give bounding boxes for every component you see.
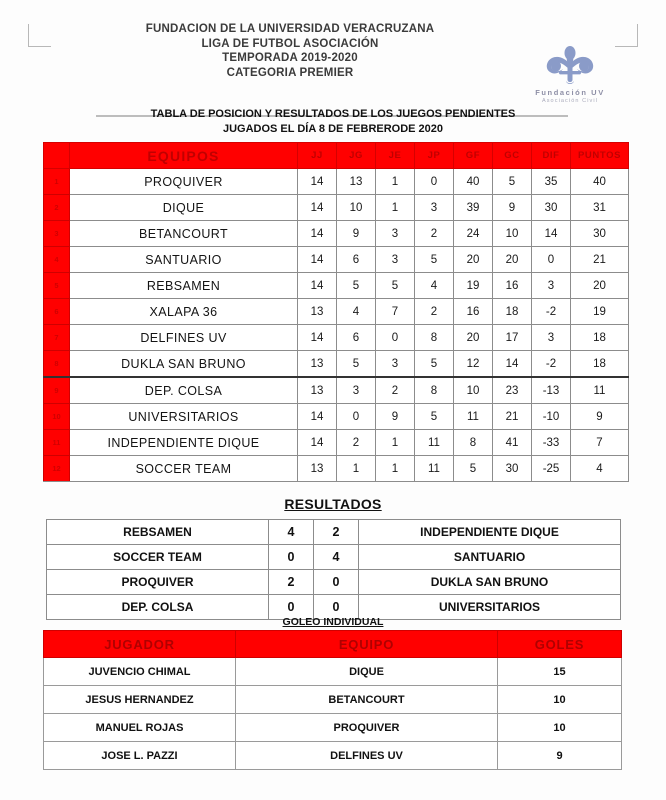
standings-header-puntos: PUNTOS <box>571 143 629 169</box>
page-title-line-1: TABLA DE POSICION Y RESULTADOS DE LOS JUEGOS PENDIENTES <box>150 108 516 120</box>
org-line-4: CATEGORIA PREMIER <box>226 66 354 79</box>
standings-cell-jp: 5 <box>415 351 454 378</box>
standings-cell-puntos: 30 <box>571 221 629 247</box>
table-row <box>44 299 629 325</box>
standings-cell-gf: 10 <box>454 377 493 404</box>
standings-cell-jp: 5 <box>415 247 454 273</box>
result-cell-home-score: 0 <box>269 595 314 620</box>
standings-cell-rank: 10 <box>44 404 70 430</box>
goleo-cell-team: DIQUE <box>236 658 498 686</box>
goleo-header-jugador: JUGADOR <box>44 631 236 658</box>
table-row <box>44 430 629 456</box>
fleur-de-lis-icon <box>542 44 598 88</box>
standings-cell-je: 0 <box>376 325 415 351</box>
organization-titles <box>90 22 490 80</box>
standings-cell-team-name: DUKLA SAN BRUNO <box>70 351 298 378</box>
standings-cell-team-name: DEP. COLSA <box>70 377 298 404</box>
standings-cell-gc: 16 <box>493 273 532 299</box>
standings-cell-jg: 3 <box>337 377 376 404</box>
standings-cell-jj: 13 <box>298 299 337 325</box>
standings-cell-jj: 14 <box>298 247 337 273</box>
standings-cell-team-name: UNIVERSITARIOS <box>70 404 298 430</box>
standings-cell-je: 5 <box>376 273 415 299</box>
standings-cell-jj: 14 <box>298 404 337 430</box>
standings-cell-jj: 13 <box>298 456 337 482</box>
standings-cell-gc: 18 <box>493 299 532 325</box>
standings-cell-dif: -25 <box>532 456 571 482</box>
table-row <box>44 195 629 221</box>
standings-cell-gc: 41 <box>493 430 532 456</box>
goleo-cell-player: MANUEL ROJAS <box>44 714 236 742</box>
result-cell-home-team: DEP. COLSA <box>47 595 269 620</box>
standings-cell-dif: -33 <box>532 430 571 456</box>
goleo-cell-goals: 10 <box>498 714 622 742</box>
standings-cell-jp: 11 <box>415 456 454 482</box>
standings-cell-team-name: DIQUE <box>70 195 298 221</box>
standings-cell-jj: 14 <box>298 430 337 456</box>
standings-cell-gf: 39 <box>454 195 493 221</box>
standings-cell-gc: 5 <box>493 169 532 195</box>
standings-cell-rank: 3 <box>44 221 70 247</box>
standings-cell-gc: 30 <box>493 456 532 482</box>
standings-cell-rank: 7 <box>44 325 70 351</box>
standings-cell-jg: 2 <box>337 430 376 456</box>
standings-cell-team-name: SANTUARIO <box>70 247 298 273</box>
standings-cell-je: 2 <box>376 377 415 404</box>
standings-cell-gc: 9 <box>493 195 532 221</box>
goleo-cell-goals: 10 <box>498 686 622 714</box>
org-line-3: TEMPORADA 2019-2020 <box>222 52 358 64</box>
standings-cell-jg: 5 <box>337 273 376 299</box>
standings-cell-team-name: BETANCOURT <box>70 221 298 247</box>
standings-cell-dif: -2 <box>532 299 571 325</box>
standings-cell-jg: 6 <box>337 247 376 273</box>
table-row <box>44 351 629 378</box>
standings-cell-team-name: XALAPA 36 <box>70 299 298 325</box>
standings-cell-je: 1 <box>376 169 415 195</box>
standings-cell-dif: 3 <box>532 273 571 299</box>
standings-cell-jj: 14 <box>298 273 337 299</box>
logo <box>518 44 622 110</box>
standings-cell-gc: 14 <box>493 351 532 378</box>
standings-cell-puntos: 19 <box>571 299 629 325</box>
standings-cell-jg: 10 <box>337 195 376 221</box>
standings-cell-dif: 0 <box>532 247 571 273</box>
standings-cell-dif: 35 <box>532 169 571 195</box>
standings-cell-rank: 8 <box>44 351 70 378</box>
result-cell-home-team: SOCCER TEAM <box>47 545 269 570</box>
standings-cell-jp: 5 <box>415 404 454 430</box>
result-cell-away-score: 0 <box>314 570 359 595</box>
standings-cell-gc: 21 <box>493 404 532 430</box>
table-row <box>44 456 629 482</box>
page-title <box>0 107 666 137</box>
standings-cell-team-name: SOCCER TEAM <box>70 456 298 482</box>
standings-header-je: JE <box>376 143 415 169</box>
standings-cell-team-name: REBSAMEN <box>70 273 298 299</box>
result-cell-home-score: 2 <box>269 570 314 595</box>
standings-cell-jg: 5 <box>337 351 376 378</box>
standings-cell-gf: 20 <box>454 325 493 351</box>
standings-cell-team-name: INDEPENDIENTE DIQUE <box>70 430 298 456</box>
standings-cell-jg: 1 <box>337 456 376 482</box>
table-row <box>44 742 622 770</box>
standings-cell-puntos: 4 <box>571 456 629 482</box>
standings-header-gf: GF <box>454 143 493 169</box>
standings-cell-jg: 4 <box>337 299 376 325</box>
standings-cell-gf: 16 <box>454 299 493 325</box>
goleo-section-title <box>0 612 666 630</box>
standings-cell-jj: 14 <box>298 169 337 195</box>
standings-cell-rank: 4 <box>44 247 70 273</box>
result-cell-away-score: 2 <box>314 520 359 545</box>
standings-cell-rank: 9 <box>44 377 70 404</box>
standings-cell-gf: 19 <box>454 273 493 299</box>
standings-header-dif: DIF <box>532 143 571 169</box>
result-cell-home-team: PROQUIVER <box>47 570 269 595</box>
result-cell-away-team: DUKLA SAN BRUNO <box>359 570 621 595</box>
result-cell-away-team: INDEPENDIENTE DIQUE <box>359 520 621 545</box>
standings-cell-dif: -13 <box>532 377 571 404</box>
standings-cell-je: 1 <box>376 430 415 456</box>
standings-cell-puntos: 18 <box>571 325 629 351</box>
standings-cell-gc: 10 <box>493 221 532 247</box>
standings-header-row <box>44 143 629 169</box>
standings-cell-puntos: 31 <box>571 195 629 221</box>
result-cell-away-team: UNIVERSITARIOS <box>359 595 621 620</box>
standings-cell-rank: 6 <box>44 299 70 325</box>
goleo-cell-team: PROQUIVER <box>236 714 498 742</box>
goleo-cell-team: BETANCOURT <box>236 686 498 714</box>
standings-cell-je: 9 <box>376 404 415 430</box>
standings-cell-dif: 30 <box>532 195 571 221</box>
standings-cell-jp: 8 <box>415 325 454 351</box>
result-cell-away-score: 0 <box>314 595 359 620</box>
results-table <box>46 519 621 620</box>
standings-cell-gc: 23 <box>493 377 532 404</box>
standings-cell-dif: -2 <box>532 351 571 378</box>
standings-cell-jg: 0 <box>337 404 376 430</box>
table-row <box>44 169 629 195</box>
goleo-cell-player: JOSE L. PAZZI <box>44 742 236 770</box>
standings-cell-gf: 20 <box>454 247 493 273</box>
table-row <box>44 325 629 351</box>
standings-header-gc: GC <box>493 143 532 169</box>
table-row <box>44 273 629 299</box>
standings-header-jp: JP <box>415 143 454 169</box>
standings-cell-puntos: 9 <box>571 404 629 430</box>
table-row <box>47 570 621 595</box>
standings-cell-rank: 5 <box>44 273 70 299</box>
standings-cell-rank: 12 <box>44 456 70 482</box>
standings-cell-puntos: 40 <box>571 169 629 195</box>
standings-header-rank <box>44 143 70 169</box>
table-row <box>44 377 629 404</box>
standings-cell-jp: 2 <box>415 221 454 247</box>
org-line-2: LIGA DE FUTBOL ASOCIACIÓN <box>201 37 379 50</box>
standings-cell-jj: 14 <box>298 325 337 351</box>
goleo-title-text: GOLEO INDIVIDUAL <box>282 616 384 628</box>
standings-cell-gf: 40 <box>454 169 493 195</box>
standings-cell-jj: 14 <box>298 221 337 247</box>
result-cell-away-score: 4 <box>314 545 359 570</box>
logo-text: Fundación UV <box>535 88 605 97</box>
standings-cell-puntos: 18 <box>571 351 629 378</box>
table-row <box>47 520 621 545</box>
table-row <box>47 545 621 570</box>
standings-cell-team-name: PROQUIVER <box>70 169 298 195</box>
goleo-header-goles: GOLES <box>498 631 622 658</box>
results-title-text: RESULTADOS <box>284 496 382 512</box>
standings-cell-dif: 3 <box>532 325 571 351</box>
goleo-cell-player: JESUS HERNANDEZ <box>44 686 236 714</box>
standings-cell-jg: 9 <box>337 221 376 247</box>
goleo-cell-player: JUVENCIO CHIMAL <box>44 658 236 686</box>
document-header <box>0 22 666 104</box>
standings-cell-dif: -10 <box>532 404 571 430</box>
standings-cell-jp: 2 <box>415 299 454 325</box>
logo-subtext: Asociación Civil <box>541 98 599 104</box>
standings-header-jj: JJ <box>298 143 337 169</box>
standings-cell-gc: 20 <box>493 247 532 273</box>
goleo-header-row <box>44 631 622 658</box>
table-row <box>44 247 629 273</box>
standings-cell-rank: 1 <box>44 169 70 195</box>
standings-cell-puntos: 21 <box>571 247 629 273</box>
standings-cell-je: 3 <box>376 247 415 273</box>
result-cell-home-team: REBSAMEN <box>47 520 269 545</box>
standings-cell-gf: 5 <box>454 456 493 482</box>
standings-cell-puntos: 11 <box>571 377 629 404</box>
standings-cell-jp: 8 <box>415 377 454 404</box>
standings-cell-jj: 13 <box>298 377 337 404</box>
result-cell-home-score: 0 <box>269 545 314 570</box>
standings-cell-jg: 6 <box>337 325 376 351</box>
standings-cell-jp: 3 <box>415 195 454 221</box>
table-row <box>44 404 629 430</box>
standings-cell-je: 3 <box>376 221 415 247</box>
standings-cell-puntos: 7 <box>571 430 629 456</box>
standings-cell-gf: 24 <box>454 221 493 247</box>
goleo-table <box>43 630 622 770</box>
standings-cell-je: 1 <box>376 195 415 221</box>
standings-cell-je: 1 <box>376 456 415 482</box>
org-line-1: FUNDACION DE LA UNIVERSIDAD VERACRUZANA <box>145 23 435 35</box>
standings-cell-jg: 13 <box>337 169 376 195</box>
result-cell-away-team: SANTUARIO <box>359 545 621 570</box>
standings-cell-rank: 2 <box>44 195 70 221</box>
standings-cell-jp: 11 <box>415 430 454 456</box>
standings-cell-gf: 8 <box>454 430 493 456</box>
standings-cell-puntos: 20 <box>571 273 629 299</box>
table-row <box>44 714 622 742</box>
standings-cell-jj: 14 <box>298 195 337 221</box>
result-cell-home-score: 4 <box>269 520 314 545</box>
standings-table <box>43 142 629 482</box>
goleo-header-equipo: EQUIPO <box>236 631 498 658</box>
standings-header-jg: JG <box>337 143 376 169</box>
standings-cell-dif: 14 <box>532 221 571 247</box>
page-title-line-2: JUGADOS EL DÍA 8 DE FEBRERODE 2020 <box>222 123 444 135</box>
table-row <box>44 221 629 247</box>
goleo-cell-goals: 15 <box>498 658 622 686</box>
standings-cell-gf: 12 <box>454 351 493 378</box>
standings-cell-jj: 13 <box>298 351 337 378</box>
goleo-cell-goals: 9 <box>498 742 622 770</box>
table-row <box>44 686 622 714</box>
standings-cell-rank: 11 <box>44 430 70 456</box>
standings-cell-je: 7 <box>376 299 415 325</box>
standings-cell-jp: 0 <box>415 169 454 195</box>
standings-cell-je: 3 <box>376 351 415 378</box>
standings-cell-gf: 11 <box>454 404 493 430</box>
table-row <box>44 658 622 686</box>
standings-cell-gc: 17 <box>493 325 532 351</box>
results-section-title <box>0 496 666 514</box>
goleo-cell-team: DELFINES UV <box>236 742 498 770</box>
standings-header-equipos: EQUIPOS <box>70 143 298 169</box>
standings-cell-team-name: DELFINES UV <box>70 325 298 351</box>
standings-cell-jp: 4 <box>415 273 454 299</box>
